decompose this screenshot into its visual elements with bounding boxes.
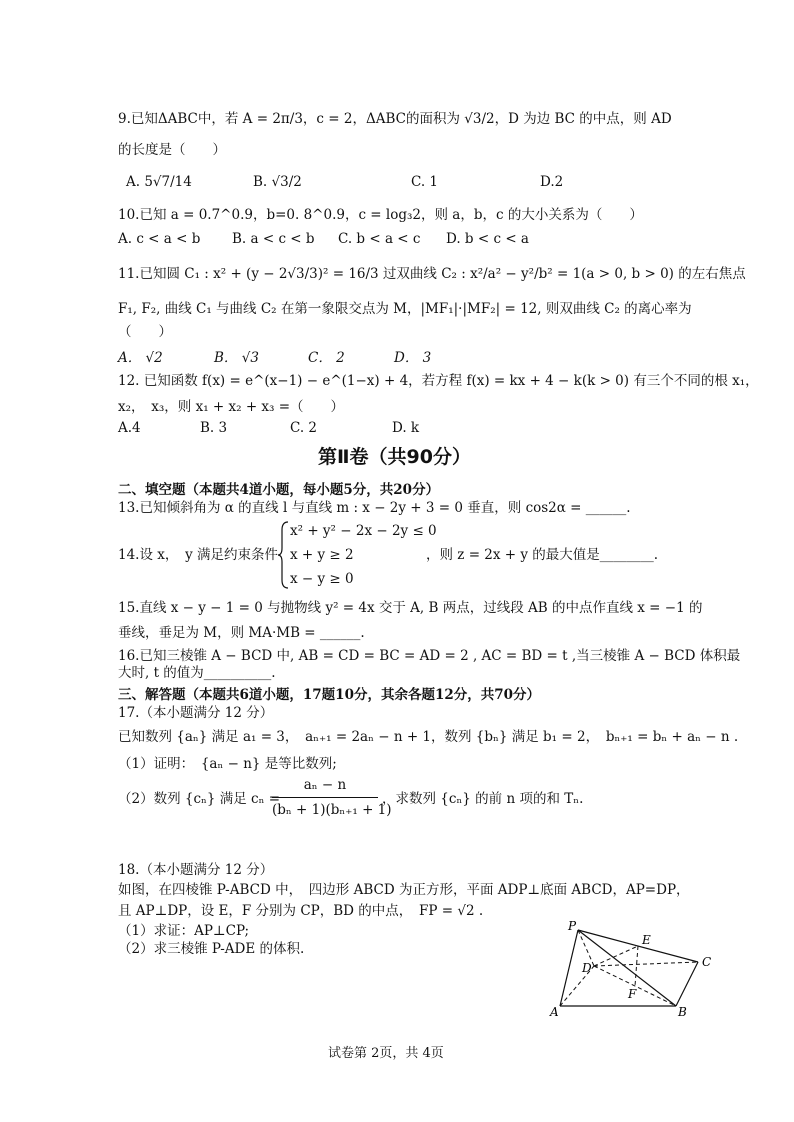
q10-stem: 10.已知 a = 0.7^0.9，b=0. 8^0.9，c = log₃2，则 a，b，c 的大小关系为（ ）: [118, 207, 643, 223]
q14-constraint-2: x + y ≥ 2: [290, 547, 354, 563]
edge-DC: [594, 962, 698, 966]
q17-line1: 已知数列 {aₙ} 满足 a₁ = 3， aₙ₊₁ = 2aₙ − n + 1，数列 {bₙ} 满足 b₁ = 2， bₙ₊₁ = bₙ + aₙ − n .: [118, 729, 739, 745]
q11-option-c: C． 2: [308, 350, 345, 366]
q12-option-c: C. 2: [290, 420, 318, 436]
label-F: F: [628, 987, 637, 1001]
q14-constraint-1: x² + y² − 2x − 2y ≤ 0: [290, 523, 437, 539]
q17-title: 17.（本小题满分 12 分）: [118, 705, 274, 721]
q15-line2: 垂线，垂足为 M，则 MA·MB = ______.: [118, 625, 365, 641]
q14-suffix: ，则 z = 2x + y 的最大值是________.: [426, 547, 659, 563]
q11-stem-line3: （ ）: [118, 324, 172, 340]
edge-PA: [560, 930, 578, 1006]
label-E: E: [642, 933, 651, 947]
q17-fraction-numerator: aₙ − n: [303, 777, 347, 793]
q14-constraint-3: x − y ≥ 0: [290, 571, 354, 587]
edge-BC: [676, 962, 698, 1006]
segment-DE: [594, 946, 638, 966]
q9-option-a: A. 5√7/14: [126, 174, 192, 190]
section2-heading: 二、填空题（本题共4道小题，每小题5分，共20分）: [118, 482, 440, 498]
q12-option-a: A.4: [118, 420, 141, 436]
q17-part2-prefix: （2）数列 {cₙ} 满足 cₙ =: [118, 791, 281, 807]
page-footer: 试卷第 2页，共 4页: [328, 1046, 444, 1061]
q11-stem-line1: 11.已知圆 C₁ : x² + (y − 2√3/3)² = 16/3 过双曲线 C₂ : x²/a² − y²/b² = 1(a > 0, b > 0) 的左右焦点: [118, 266, 746, 282]
q13: 13.已知倾斜角为 α 的直线 l 与直线 m : x − 2y + 3 = 0 垂直，则 cos2α = ______.: [118, 500, 631, 516]
q10-option-d: D. b < c < a: [446, 231, 529, 247]
q18-line2: 且 AP⊥DP，设 E，F 分别为 CP，BD 的中点， FP = √2 .: [118, 903, 484, 919]
q14-prefix: 14.设 x， y 满足约束条件: [118, 547, 279, 563]
q17-fraction-denominator: (bₙ + 1)(bₙ₊₁ + 1): [272, 802, 392, 818]
q17-part1: （1）证明： {aₙ − n} 是等比数列;: [118, 756, 337, 772]
q9-stem-line2: 的长度是（ ）: [118, 142, 226, 158]
q17-fraction-bar: [272, 797, 378, 798]
q18-title: 18.（本小题满分 12 分）: [118, 862, 274, 878]
label-B: B: [678, 1005, 687, 1019]
q17-part2-suffix: ，求数列 {cₙ} 的前 n 项的和 Tₙ.: [382, 791, 584, 807]
q16-line2: 大时, t 的值为__________.: [118, 665, 276, 681]
q11-option-b: B． √3: [214, 350, 259, 366]
q18-line1: 如图，在四棱锥 P-ABCD 中， 四边形 ABCD 为正方形，平面 ADP⊥底面 ABCD，AP=DP，: [118, 882, 690, 898]
q10-option-c: C. b < a < c: [338, 231, 421, 247]
q9-option-b: B. √3/2: [253, 174, 302, 190]
label-C: C: [702, 955, 712, 969]
q9-stem-line1: 9.已知ΔABC中，若 A = 2π/3，c = 2，ΔABC的面积为 √3/2，D 为边 BC 的中点，则 AD: [118, 111, 672, 127]
label-D: D: [582, 961, 592, 975]
section3-heading: 三、解答题（本题共6道小题，17题10分，其余各题12分，共70分）: [118, 687, 541, 703]
q11-option-a: A． √2: [118, 350, 163, 366]
label-A: A: [550, 1005, 559, 1019]
q12-option-d: D. k: [392, 420, 420, 436]
q14-brace: [278, 520, 290, 590]
q10-option-b: B. a < c < b: [232, 231, 315, 247]
q15-line1: 15.直线 x − y − 1 = 0 与抛物线 y² = 4x 交于 A, B 两点，过线段 AB 的中点作直线 x = −1 的: [118, 600, 703, 616]
q11-stem-line2: F₁, F₂, 曲线 C₁ 与曲线 C₂ 在第一象限交点为 M，|MF₁|·|MF₂| = 12, 则双曲线 C₂ 的离心率为: [118, 301, 692, 317]
q12-option-b: B. 3: [200, 420, 228, 436]
label-P: P: [568, 919, 577, 933]
pyramid-figure: [548, 918, 728, 1022]
q16-line1: 16.已知三棱锥 A − BCD 中, AB = CD = BC = AD = 2 , AC = BD = t ,当三棱锥 A − BCD 体积最: [118, 648, 741, 664]
q18-part2: （2）求三棱锥 P-ADE 的体积.: [118, 941, 305, 957]
q12-stem-line1: 12. 已知函数 f(x) = e^(x−1) − e^(1−x) + 4，若方程 f(x) = kx + 4 − k(k > 0) 有三个不同的根 x₁，: [118, 373, 759, 389]
q12-stem-line2: x₂， x₃，则 x₁ + x₂ + x₃ =（ ）: [118, 399, 345, 415]
part2-title: 第Ⅱ卷（共90分）: [318, 446, 471, 468]
q9-option-d: D.2: [540, 174, 564, 190]
q18-part1: （1）求证：AP⊥CP;: [118, 923, 250, 939]
q11-option-d: D． 3: [394, 350, 432, 366]
q9-option-c: C. 1: [411, 174, 439, 190]
q10-option-a: A. c < a < b: [118, 231, 201, 247]
segment-EF: [635, 946, 638, 986]
